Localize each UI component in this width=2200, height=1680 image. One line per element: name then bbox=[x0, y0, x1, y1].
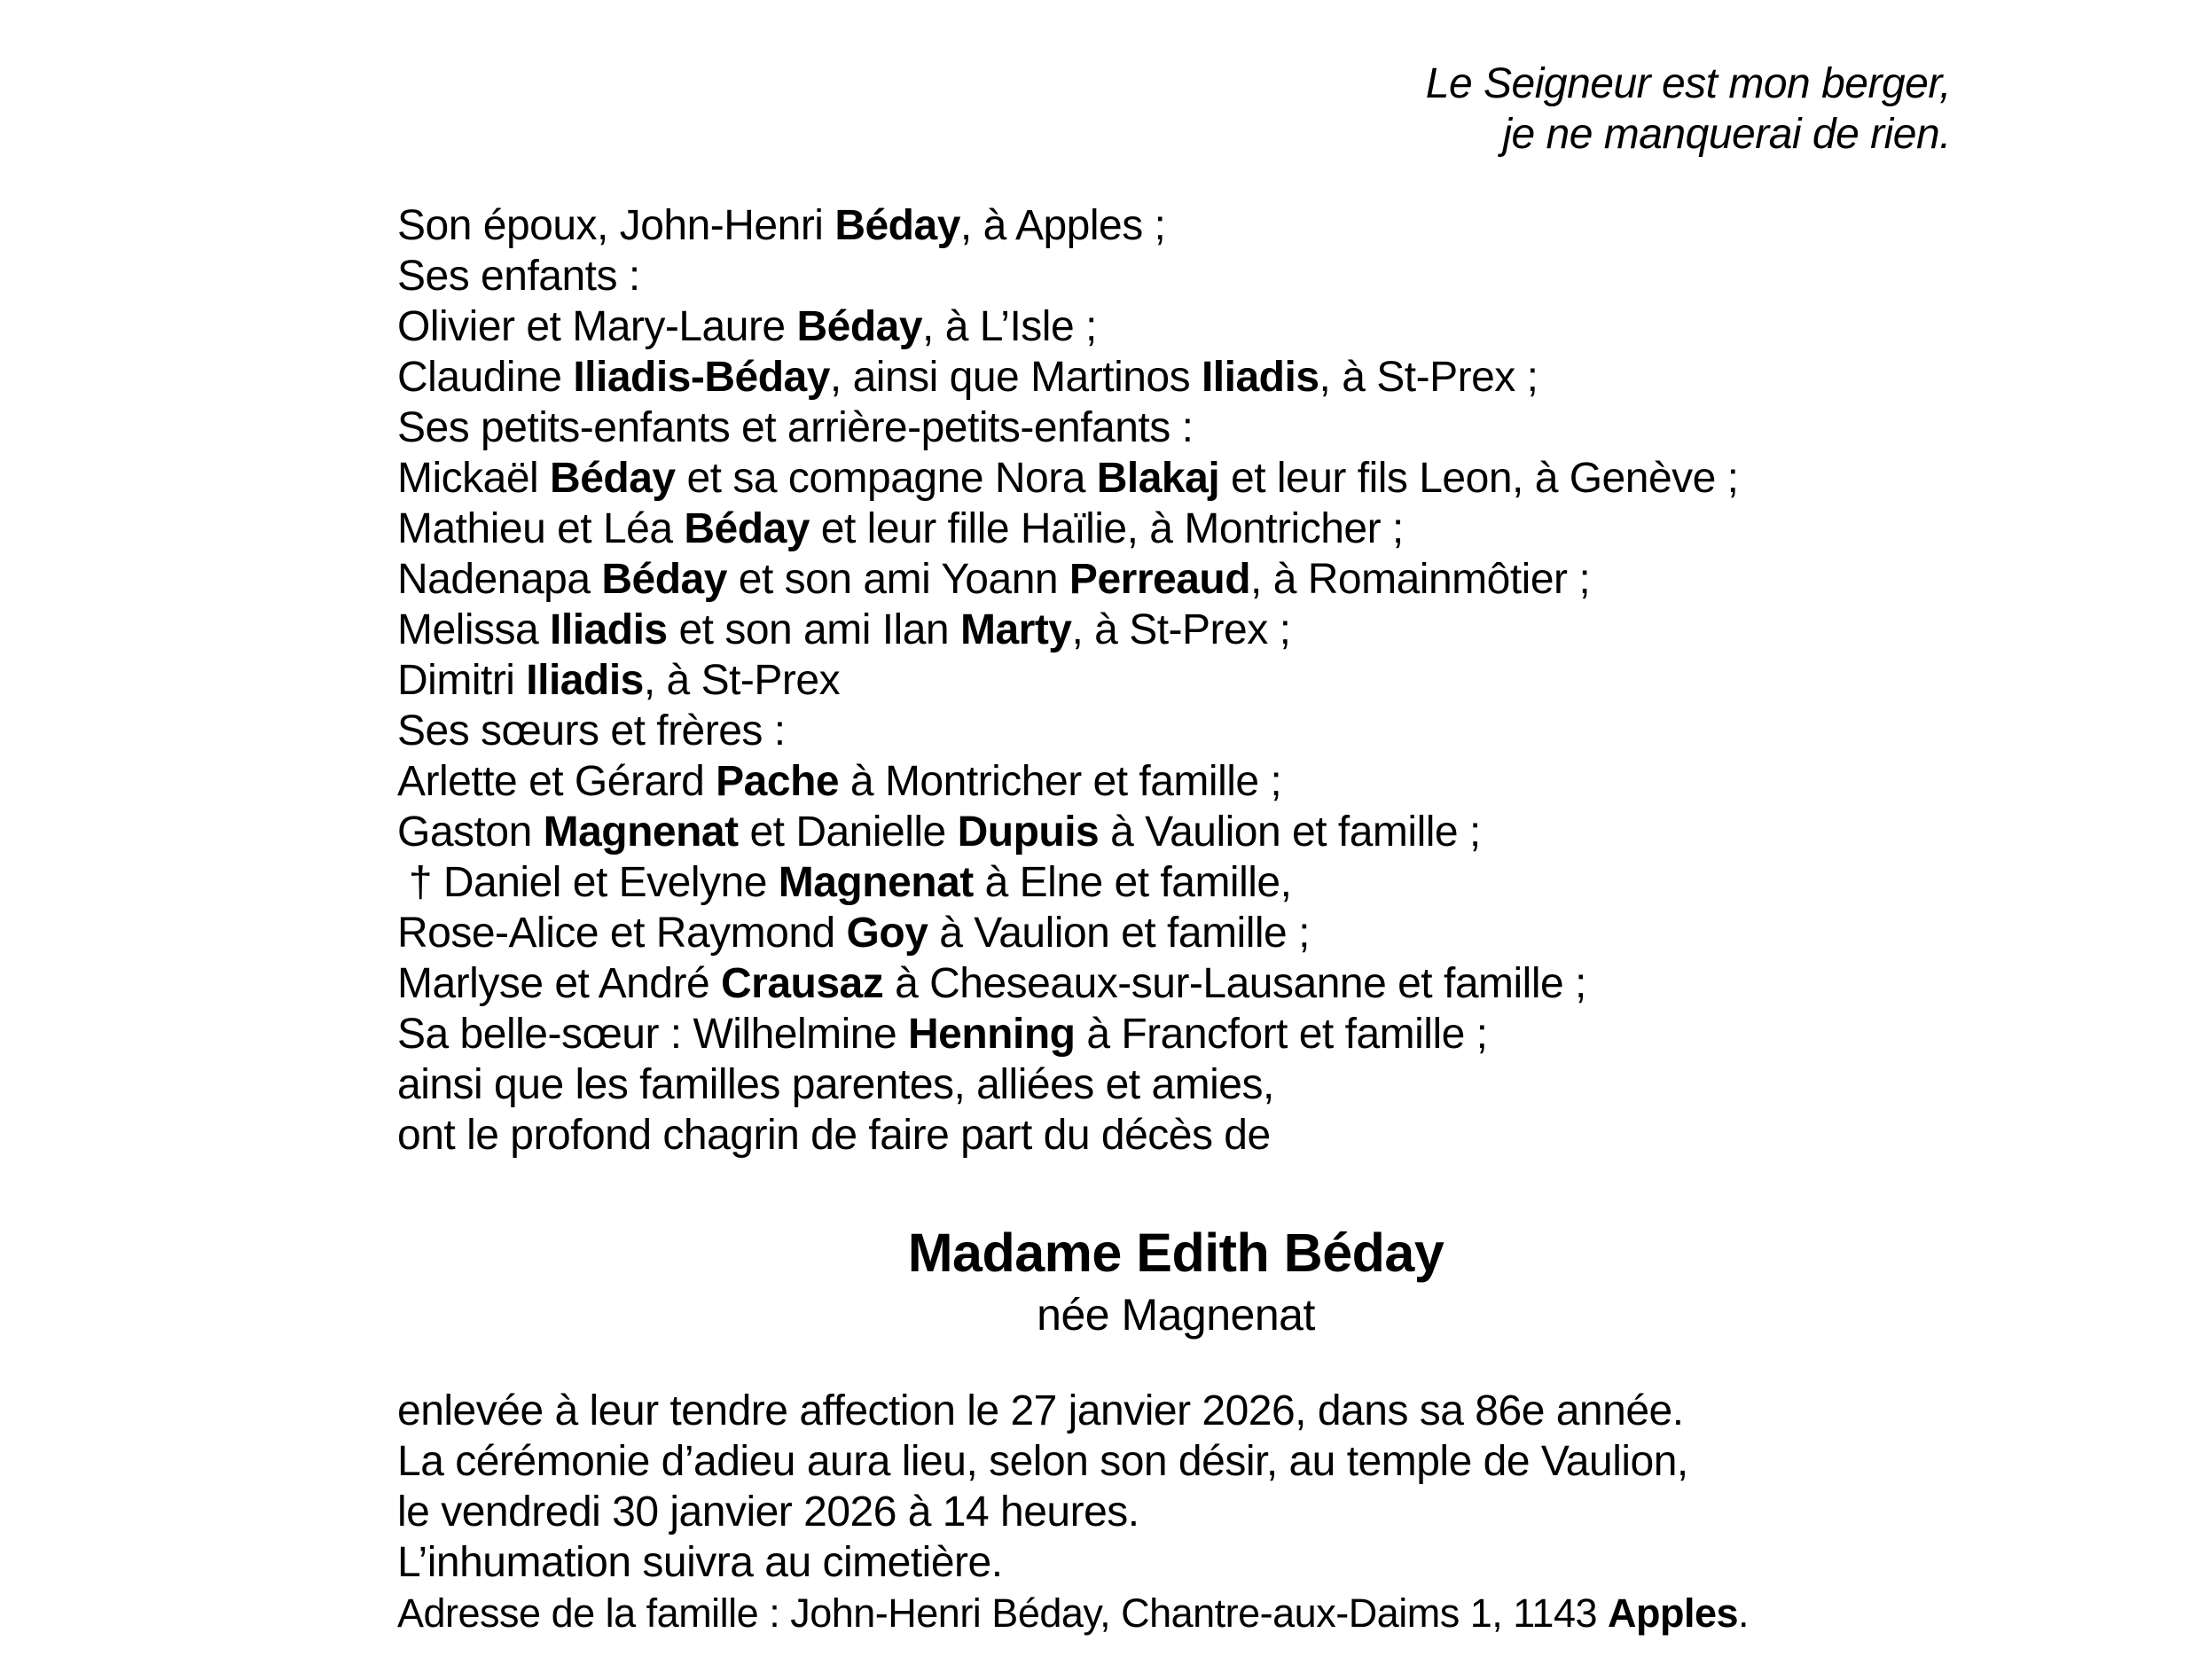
ceremony-paragraph bbox=[397, 1386, 1749, 1638]
text-segment: † Daniel et Evelyne bbox=[397, 859, 779, 906]
bold-name: Magnenat bbox=[543, 809, 739, 856]
text-segment: et Danielle bbox=[738, 809, 958, 856]
deceased-name: Madame Edith Béday bbox=[907, 1223, 1444, 1283]
text-segment: Claudine bbox=[397, 354, 574, 401]
text-segment: L’inhumation suivra au cimetière. bbox=[397, 1539, 1003, 1586]
text-segment: Sa belle-sœur : Wilhelmine bbox=[397, 1011, 908, 1058]
text-segment: à Cheseaux-sur-Lausanne et famille ; bbox=[883, 960, 1586, 1007]
text-segment: à Elne et famille, bbox=[973, 859, 1292, 906]
family-line bbox=[397, 1110, 1739, 1160]
bold-name: Béday bbox=[834, 202, 960, 249]
family-line bbox=[397, 251, 1739, 301]
text-segment: , à St-Prex bbox=[643, 657, 841, 704]
family-line bbox=[397, 1009, 1739, 1059]
text-segment: à Francfort et famille ; bbox=[1075, 1011, 1488, 1058]
bold-name: Iliadis bbox=[1201, 354, 1319, 401]
epigraph bbox=[1426, 59, 1951, 160]
address-line bbox=[397, 1588, 1749, 1638]
text-segment: , à St-Prex ; bbox=[1319, 354, 1538, 401]
bold-name: Dupuis bbox=[957, 809, 1100, 856]
text-segment: Nadenapa bbox=[397, 556, 602, 603]
family-line bbox=[397, 605, 1739, 655]
text-segment: à Montricher et famille ; bbox=[839, 758, 1282, 805]
bold-name: Béday bbox=[601, 556, 727, 603]
text-segment: Ses enfants : bbox=[397, 253, 640, 300]
text-segment: et leur fille Haïlie, à Montricher ; bbox=[809, 505, 1404, 552]
text-segment: ainsi que les familles parentes, alliées et amies, bbox=[397, 1061, 1274, 1108]
family-list bbox=[397, 200, 1739, 1160]
text-segment: La cérémonie d’adieu aura lieu, selon son désir, au temple de Vaulion, bbox=[397, 1438, 1688, 1485]
text-segment: , à St-Prex ; bbox=[1071, 606, 1291, 653]
family-line bbox=[397, 453, 1739, 504]
text-segment: et son ami Yoann bbox=[726, 556, 1069, 603]
family-line bbox=[397, 352, 1739, 402]
family-line bbox=[397, 1059, 1739, 1110]
bold-name: Pache bbox=[716, 758, 840, 805]
text-segment: Gaston bbox=[397, 809, 544, 856]
text-segment: Adresse de la famille : John-Henri Béday, Chantre-aux-Daims 1, 1143 bbox=[397, 1590, 1608, 1636]
text-segment: à Vaulion et famille ; bbox=[1099, 809, 1481, 856]
epigraph-line-1: Le Seigneur est mon berger, bbox=[1425, 60, 1951, 107]
text-segment: , à L’Isle ; bbox=[922, 303, 1097, 350]
family-line bbox=[397, 200, 1739, 251]
bold-name: Iliadis bbox=[550, 606, 668, 653]
text-segment: ont le profond chagrin de faire part du décès de bbox=[397, 1112, 1271, 1159]
bold-name: Béday bbox=[684, 505, 810, 552]
ceremony-lines bbox=[397, 1386, 1749, 1588]
text-segment: Melissa bbox=[397, 606, 551, 653]
bold-name: Iliadis-Béday bbox=[573, 354, 830, 401]
family-line bbox=[397, 655, 1739, 706]
family-line bbox=[397, 958, 1739, 1009]
bold-name: Crausaz bbox=[721, 960, 884, 1007]
bold-name: Magnenat bbox=[778, 859, 974, 906]
text-segment: , ainsi que Martinos bbox=[829, 354, 1202, 401]
bold-name: Goy bbox=[846, 910, 928, 957]
text-segment: Dimitri bbox=[397, 657, 527, 704]
text-segment: , à Romainmôtier ; bbox=[1250, 556, 1591, 603]
text-segment: à Vaulion et famille ; bbox=[928, 910, 1310, 957]
text-segment: enlevée à leur tendre affection le 27 janvier 2026, dans sa 86e année. bbox=[397, 1387, 1684, 1434]
text-segment: et sa compagne Nora bbox=[675, 455, 1097, 502]
family-line bbox=[397, 807, 1739, 857]
bold-name: Marty bbox=[959, 606, 1072, 653]
family-line bbox=[397, 402, 1739, 453]
family-line bbox=[397, 857, 1739, 908]
family-line bbox=[397, 301, 1739, 352]
text-segment: , à Apples ; bbox=[959, 202, 1166, 249]
bold-name: Iliadis bbox=[526, 657, 644, 704]
text-segment: Arlette et Gérard bbox=[397, 758, 716, 805]
bold-name: Apples bbox=[1608, 1590, 1739, 1636]
text-segment: Marlyse et André bbox=[397, 960, 721, 1007]
family-line bbox=[397, 706, 1739, 756]
ceremony-line bbox=[397, 1487, 1749, 1537]
text-segment: Mathieu et Léa bbox=[397, 505, 685, 552]
text-segment: Mickaël bbox=[397, 455, 551, 502]
bold-name: Blakaj bbox=[1096, 455, 1220, 502]
family-line bbox=[397, 908, 1739, 958]
text-segment: Olivier et Mary-Laure bbox=[397, 303, 797, 350]
epigraph-line-2: je ne manquerai de rien. bbox=[1502, 111, 1951, 158]
text-segment: Rose-Alice et Raymond bbox=[397, 910, 847, 957]
text-segment: et leur fils Leon, à Genève ; bbox=[1219, 455, 1739, 502]
text-segment: et son ami Ilan bbox=[667, 606, 960, 653]
text-segment: le vendredi 30 janvier 2026 à 14 heures. bbox=[397, 1489, 1139, 1535]
text-segment: . bbox=[1738, 1590, 1750, 1636]
ceremony-line bbox=[397, 1537, 1749, 1588]
maiden-name: née Magnenat bbox=[1037, 1290, 1315, 1340]
family-line bbox=[397, 554, 1739, 605]
text-segment: Ses sœurs et frères : bbox=[397, 707, 786, 754]
family-line bbox=[397, 504, 1739, 554]
ceremony-line bbox=[397, 1386, 1749, 1436]
deceased-block bbox=[152, 1221, 2200, 1340]
bold-name: Béday bbox=[550, 455, 676, 502]
text-segment: Ses petits-enfants et arrière-petits-enfants : bbox=[397, 404, 1194, 451]
bold-name: Perreaud bbox=[1069, 556, 1251, 603]
bold-name: Béday bbox=[796, 303, 923, 350]
bold-name: Henning bbox=[908, 1011, 1076, 1058]
text-segment: Son époux, John-Henri bbox=[397, 202, 835, 249]
ceremony-line bbox=[397, 1436, 1749, 1487]
family-line bbox=[397, 756, 1739, 807]
